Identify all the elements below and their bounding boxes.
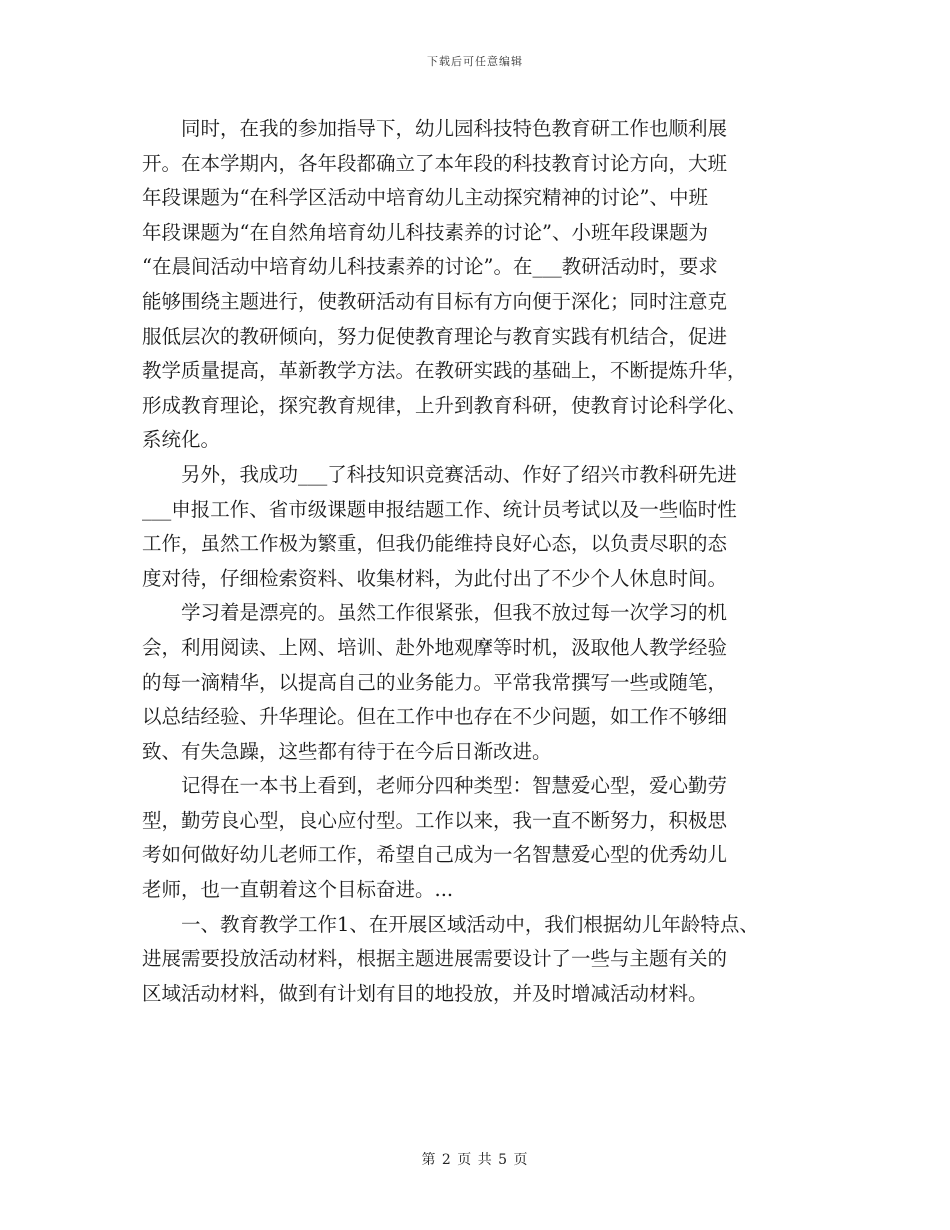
text-line: 工作，虽然工作极为繁重，但我仍能维持良好心态，以负责尽职的态: [142, 532, 728, 556]
text-line: 会，利用阅读、上网、培训、赴外地观摩等时机，汲取他人教学经验: [142, 635, 728, 659]
text-line: 区域活动材料，做到有计划有目的地投放，并及时增减活动材料。: [142, 981, 708, 1005]
text-line: ___申报工作、省市级课题申报结题工作、统计员考试以及一些临时性: [142, 497, 737, 521]
text-line: 服低层次的教研倾向，努力促使教育理论与教育实践有机结合，促进: [142, 324, 728, 348]
text-line: 形成教育理论，探究教育规律，上升到教育科研，使教育讨论科学化、: [142, 393, 747, 417]
text-line: 以总结经验、升华理论。但在工作中也存在不少问题，如工作不够细: [142, 705, 728, 729]
text-line: 开。在本学期内，各年段都确立了本年段的科技教育讨论方向，大班: [142, 151, 728, 175]
text-line: 年段课题为“在科学区活动中培育幼儿主动探究精神的讨论”、中班: [142, 186, 708, 210]
page-number: 第 2 页 共 5 页: [421, 1152, 529, 1168]
text-line: 年段课题为“在自然角培育幼儿科技素养的讨论”、小班年段课题为: [142, 220, 708, 244]
text-line: 一、教育教学工作1、在开展区域活动中，我们根据幼儿年龄特点、: [181, 912, 759, 936]
text-line: 考如何做好幼儿老师工作，希望自己成为一名智慧爱心型的优秀幼儿: [142, 843, 728, 867]
page-header: 下载后可任意编辑: [427, 55, 523, 68]
text-line: “在晨间活动中培育幼儿科技素养的讨论”。在___教研活动时，要求: [142, 255, 718, 279]
text-line: 系统化。: [142, 428, 221, 452]
text-line: 老师，也一直朝着这个目标奋进。...: [142, 878, 454, 902]
text-line: 记得在一本书上看到，老师分四种类型：智慧爱心型，爱心勤劳: [181, 774, 728, 798]
text-line: 学习着是漂亮的。虽然工作很紧张，但我不放过每一次学习的机: [181, 601, 728, 625]
text-line: 进展需要投放活动材料，根据主题进展需要设计了一些与主题有关的: [142, 947, 728, 971]
text-line: 的每一滴精华，以提高自己的业务能力。平常我常撰写一些或随笔，: [142, 670, 728, 694]
text-line: 致、有失急躁，这些都有待于在今后日渐改进。: [142, 739, 552, 763]
text-line: 度对待，仔细检索资料、收集材料，为此付出了不少个人休息时间。: [142, 566, 728, 590]
document-body: [142, 112, 832, 1011]
text-line: 教学质量提高，革新教学方法。在教研实践的基础上，不断提炼升华，: [142, 359, 747, 383]
text-line: 能够围绕主题进行，使教研活动有目标有方向便于深化；同时注意克: [142, 289, 728, 313]
text-line: 型，勤劳良心型，良心应付型。工作以来，我一直不断努力，积极思: [142, 808, 728, 832]
text-line: 同时，在我的参加指导下，幼儿园科技特色教育研工作也顺利展: [181, 117, 728, 140]
text-line: 另外，我成功___了科技知识竞赛活动、作好了绍兴市教科研先进: [181, 462, 737, 486]
